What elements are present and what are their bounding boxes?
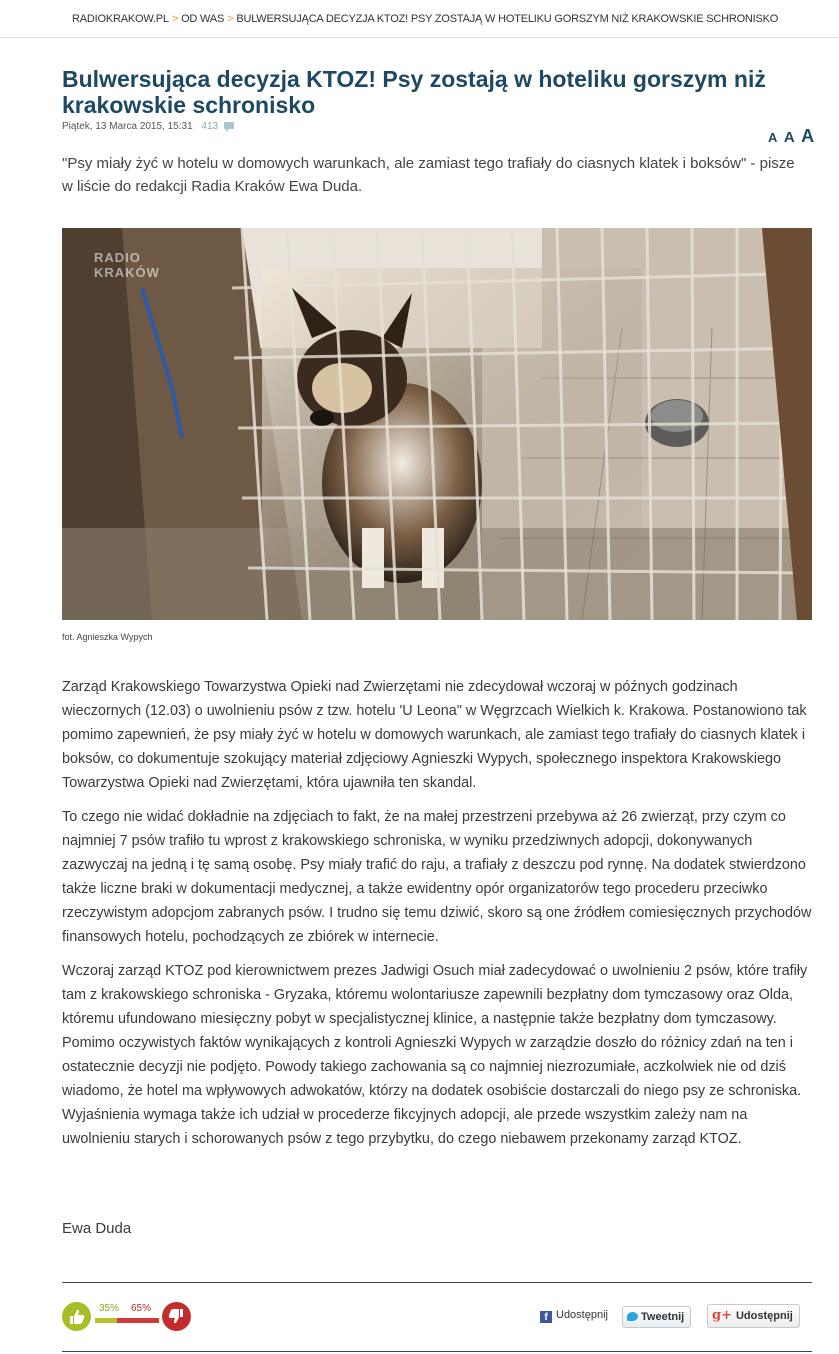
watermark-line-2: KRAKÓW bbox=[94, 265, 160, 280]
breadcrumb-bar bbox=[0, 0, 839, 38]
article-paragraph: To czego nie widać dokładnie na zdjęciach to fakt, że na małej przestrzeni przebywa aż 26 zwierząt, przy czym co najmniej 7 psów trafiło tu wprost z krakowskiego schroniska, w wyniku przedziwnych adopcji, dokonywanych zazwyczaj na jedną i tę samą osobę. Psy miały trafić do raju, a trafiały z deszczu pod rynnę. Na dodatek stwierdzono także liczne braki w dokumentacji medycznej, a także ewidentny opór organizatorów tego procederu przeciwko rzeczywistym adopcjom zabranych psów. I trudno się temu dziwić, skoro są one źródłem comiesięcznych przychodów finansowych hotelu, pochodzących ze zbiórek w internecie. bbox=[62, 809, 812, 945]
divider-bottom bbox=[62, 1351, 812, 1352]
font-size-large-button[interactable]: A bbox=[801, 126, 815, 146]
twitter-share-button[interactable] bbox=[622, 1306, 691, 1328]
photo-caption: fot. Agnieszka Wypych bbox=[62, 632, 153, 642]
breadcrumb-separator: > bbox=[171, 13, 179, 25]
facebook-icon: f bbox=[540, 1311, 552, 1323]
thumbs-down-button[interactable] bbox=[162, 1302, 191, 1331]
divider-top bbox=[62, 1282, 812, 1283]
twitter-share-label: Tweetnij bbox=[641, 1311, 685, 1323]
breadcrumb bbox=[72, 13, 778, 25]
radio-krakow-watermark bbox=[94, 250, 160, 280]
facebook-share-button[interactable] bbox=[540, 1309, 608, 1323]
thumbs-up-icon bbox=[62, 1302, 91, 1331]
font-size-small-button[interactable]: A bbox=[768, 130, 778, 145]
publish-date: Piątek, 13 Marca 2015, 15:31 bbox=[62, 121, 193, 132]
article-meta bbox=[62, 121, 234, 132]
page-title: Bulwersująca decyzja KTOZ! Psy zostają w hoteliku gorszym niż krakowskie schronisko bbox=[62, 66, 766, 118]
rating-bar bbox=[95, 1318, 159, 1323]
twitter-icon bbox=[627, 1312, 638, 1321]
breadcrumb-section-link[interactable]: OD WAS bbox=[181, 13, 225, 25]
rating-down-percent: 65% bbox=[131, 1303, 152, 1314]
article-lead: "Psy miały żyć w hotelu w domowych warunkach, ale zamiast tego trafiały do ciasnych klatek i boksów" - pisze w liście do redakcji Radia Kraków Ewa Duda. bbox=[62, 155, 795, 195]
article-paragraph: Wczoraj zarząd KTOZ pod kierownictwem prezes Jadwigi Osuch miał zadecydować o uwolnieniu 2 psów, które trafiły tam z krakowskiego schroniska - Gryzaka, któremu wolontariusze zapewnili bezpłatny dom tymczasowy oraz Olda, któremu ufundowano miesięczny pobyt w specjalistycznej klinice, a następnie także bezpłatny dom tymczasowy. Pomimo oczywistych faktów wynikających z kontroli Agnieszki Wypych w zarządzie doszło do różnicy zdań na ten i ostatecznie decyzji nie podjęto. Powody takiego zachowania są co najmniej niezrozumiałe, aczkolwiek nie od dziś wiadomo, że hotel ma wpływowych adwokatów, którzy na dodatek osobiście dostarczali do niego psy ze schroniska. Wyjaśnienia wymaga także ich udział w procederze fikcyjnych adopcji, ale przede wszystkim zależy nam na uwolnieniu starych i schorowanych psów z tego przybytku, do czego niebawem przekonamy zarząd KTOZ. bbox=[62, 963, 808, 1147]
rating-bar-up-fill bbox=[95, 1318, 117, 1323]
breadcrumb-current: BULWERSUJĄCA DECYZJA KTOZ! PSY ZOSTAJĄ W HOTELIKU GORSZYM NIŻ KRAKOWSKIE SCHRONISKO bbox=[236, 13, 779, 25]
google-plus-share-button[interactable] bbox=[707, 1304, 800, 1328]
rating-up-percent: 35% bbox=[99, 1303, 120, 1314]
google-plus-icon: g+ bbox=[712, 1308, 732, 1323]
comment-count[interactable]: 413 bbox=[201, 121, 219, 132]
article-body bbox=[62, 675, 814, 1161]
google-plus-share-label: Udostępnij bbox=[735, 1310, 793, 1322]
thumbs-up-button[interactable] bbox=[62, 1302, 91, 1331]
thumbs-down-icon bbox=[162, 1302, 191, 1331]
breadcrumb-separator: > bbox=[227, 13, 234, 25]
watermark-line-1: RADIO bbox=[94, 250, 141, 265]
article-photo bbox=[62, 228, 812, 620]
font-size-controls bbox=[768, 126, 816, 147]
article-paragraph: Zarząd Krakowskiego Towarzystwa Opieki nad Zwierzętami nie zdecydował wczoraj w późnych godzinach wieczornych (12.03) o uwolnieniu psów z tzw. hotelu 'U Leona" w Węgrzcach Wielkich k. Krakowa. Postanowiono tak pomimo zapewnień, że psy miały żyć w hotelu w domowych warunkach, ale zamiast tego trafiały do ciasnych klatek i boksów, co dokumentuje szokujący materiał zdjęciowy Agnieszki Wypych, społecznego inspektora Krakowskiego Towarzystwa Opieki nad Zwierzętami, która ujawniła ten skandal. bbox=[62, 679, 807, 791]
font-size-medium-button[interactable]: A bbox=[783, 129, 795, 146]
facebook-share-label: Udostępnij bbox=[556, 1309, 608, 1321]
article-author: Ewa Duda bbox=[62, 1220, 132, 1237]
dog-in-cage-image bbox=[62, 228, 812, 620]
breadcrumb-home-link[interactable]: RADIOKRAKOW.PL bbox=[72, 13, 169, 25]
comment-icon[interactable] bbox=[224, 122, 234, 129]
